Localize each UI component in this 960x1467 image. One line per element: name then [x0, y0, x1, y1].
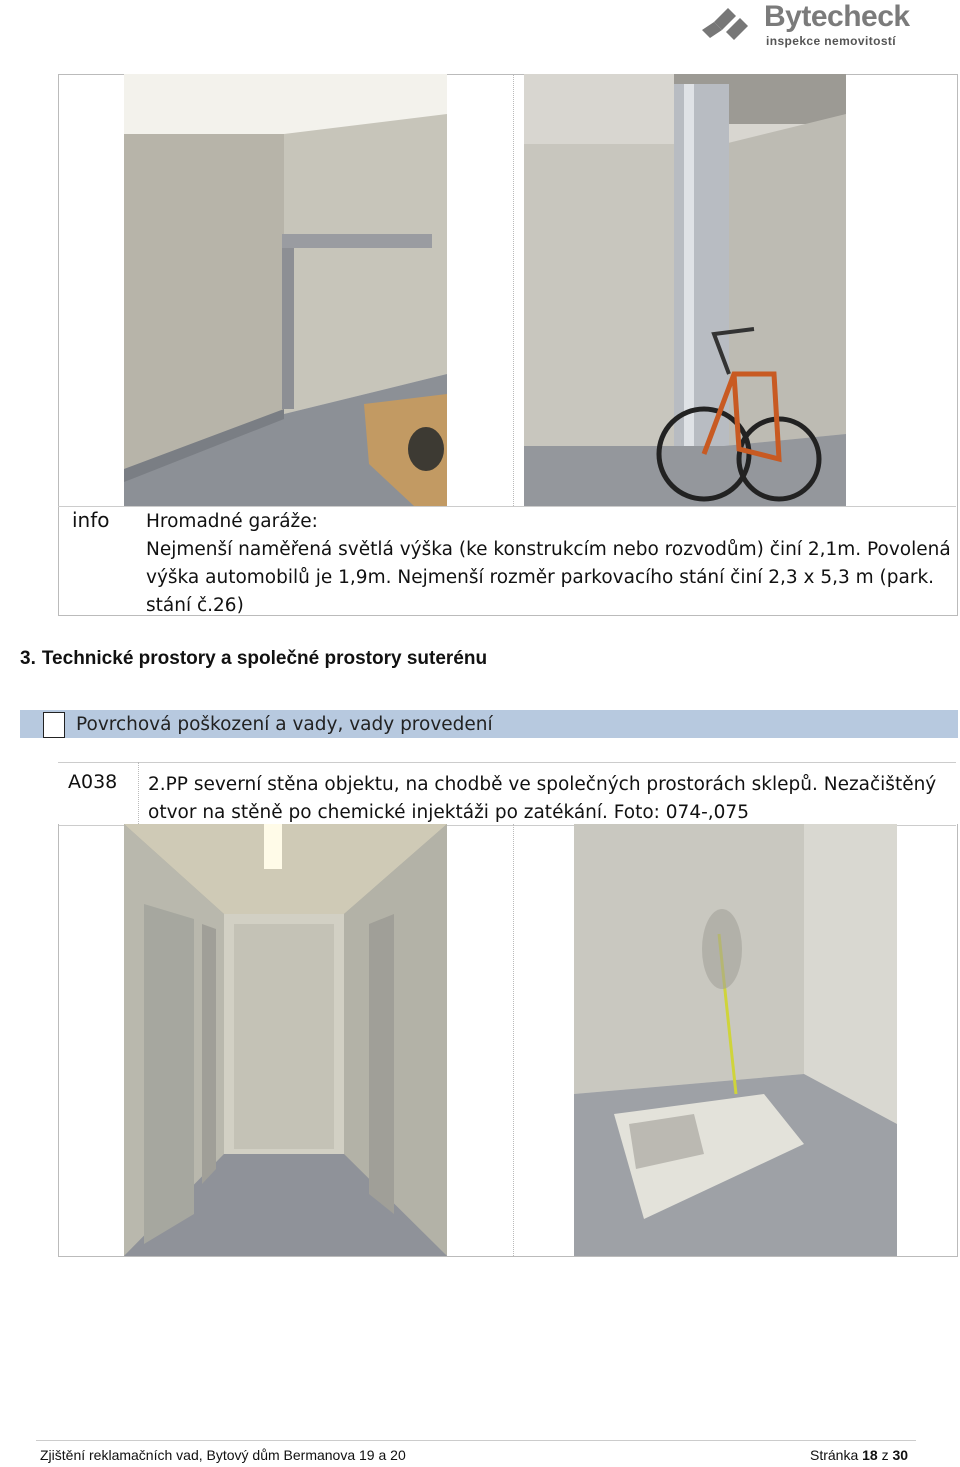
footer-page-number [810, 1447, 908, 1463]
logo-tagline: inspekce nemovitostí [766, 34, 897, 48]
section-heading [20, 648, 487, 670]
top-info-divider [58, 506, 956, 507]
photo-injection-hole [574, 824, 897, 1256]
bottom-photo-divider [513, 824, 514, 1256]
logo-name: Bytecheck [764, 0, 910, 33]
info-title: Hromadné garáže: [146, 511, 318, 532]
defect-code: A038 [68, 771, 118, 793]
info-label: info [72, 508, 110, 532]
footer-page-of: z [881, 1447, 889, 1463]
photo-garage-corner [124, 74, 447, 506]
section-title: Technické prostory a společné prostory suterénu [41, 648, 488, 669]
info-body: Nejmenší naměřená světlá výška (ke konstrukcím nebo rozvodům) činí 2,1m. Povolená výška automobilů je 1,9m. Nejmenší rozměr parkovacího stání činí 2,3 x 5,3 m (park. stání č.26) [146, 539, 951, 616]
footer-page-word: Stránka [810, 1447, 859, 1463]
category-label: Povrchová poškození a vady, vady provedení [76, 714, 493, 735]
footer-rule [36, 1440, 916, 1441]
footer-page-current: 18 [862, 1447, 878, 1463]
photo-bicycle-pipe [524, 74, 846, 506]
info-text-block [146, 508, 956, 620]
photo-basement-corridor [124, 824, 447, 1256]
footer-document-title: Zjištění reklamačních vad, Bytový dům Bermanova 19 a 20 [40, 1447, 406, 1463]
top-photo-divider [513, 74, 514, 506]
footer-page-total: 30 [892, 1447, 909, 1463]
category-checkbox[interactable] [43, 712, 65, 738]
defect-description: 2.PP severní stěna objektu, na chodbě ve společných prostorách sklepů. Nezačištěný otvor na stěně po chemické injektáži po zatékání. Foto: 074-,075 [148, 774, 937, 823]
section-number: 3. [20, 648, 36, 669]
defect-row-divider [138, 762, 139, 824]
